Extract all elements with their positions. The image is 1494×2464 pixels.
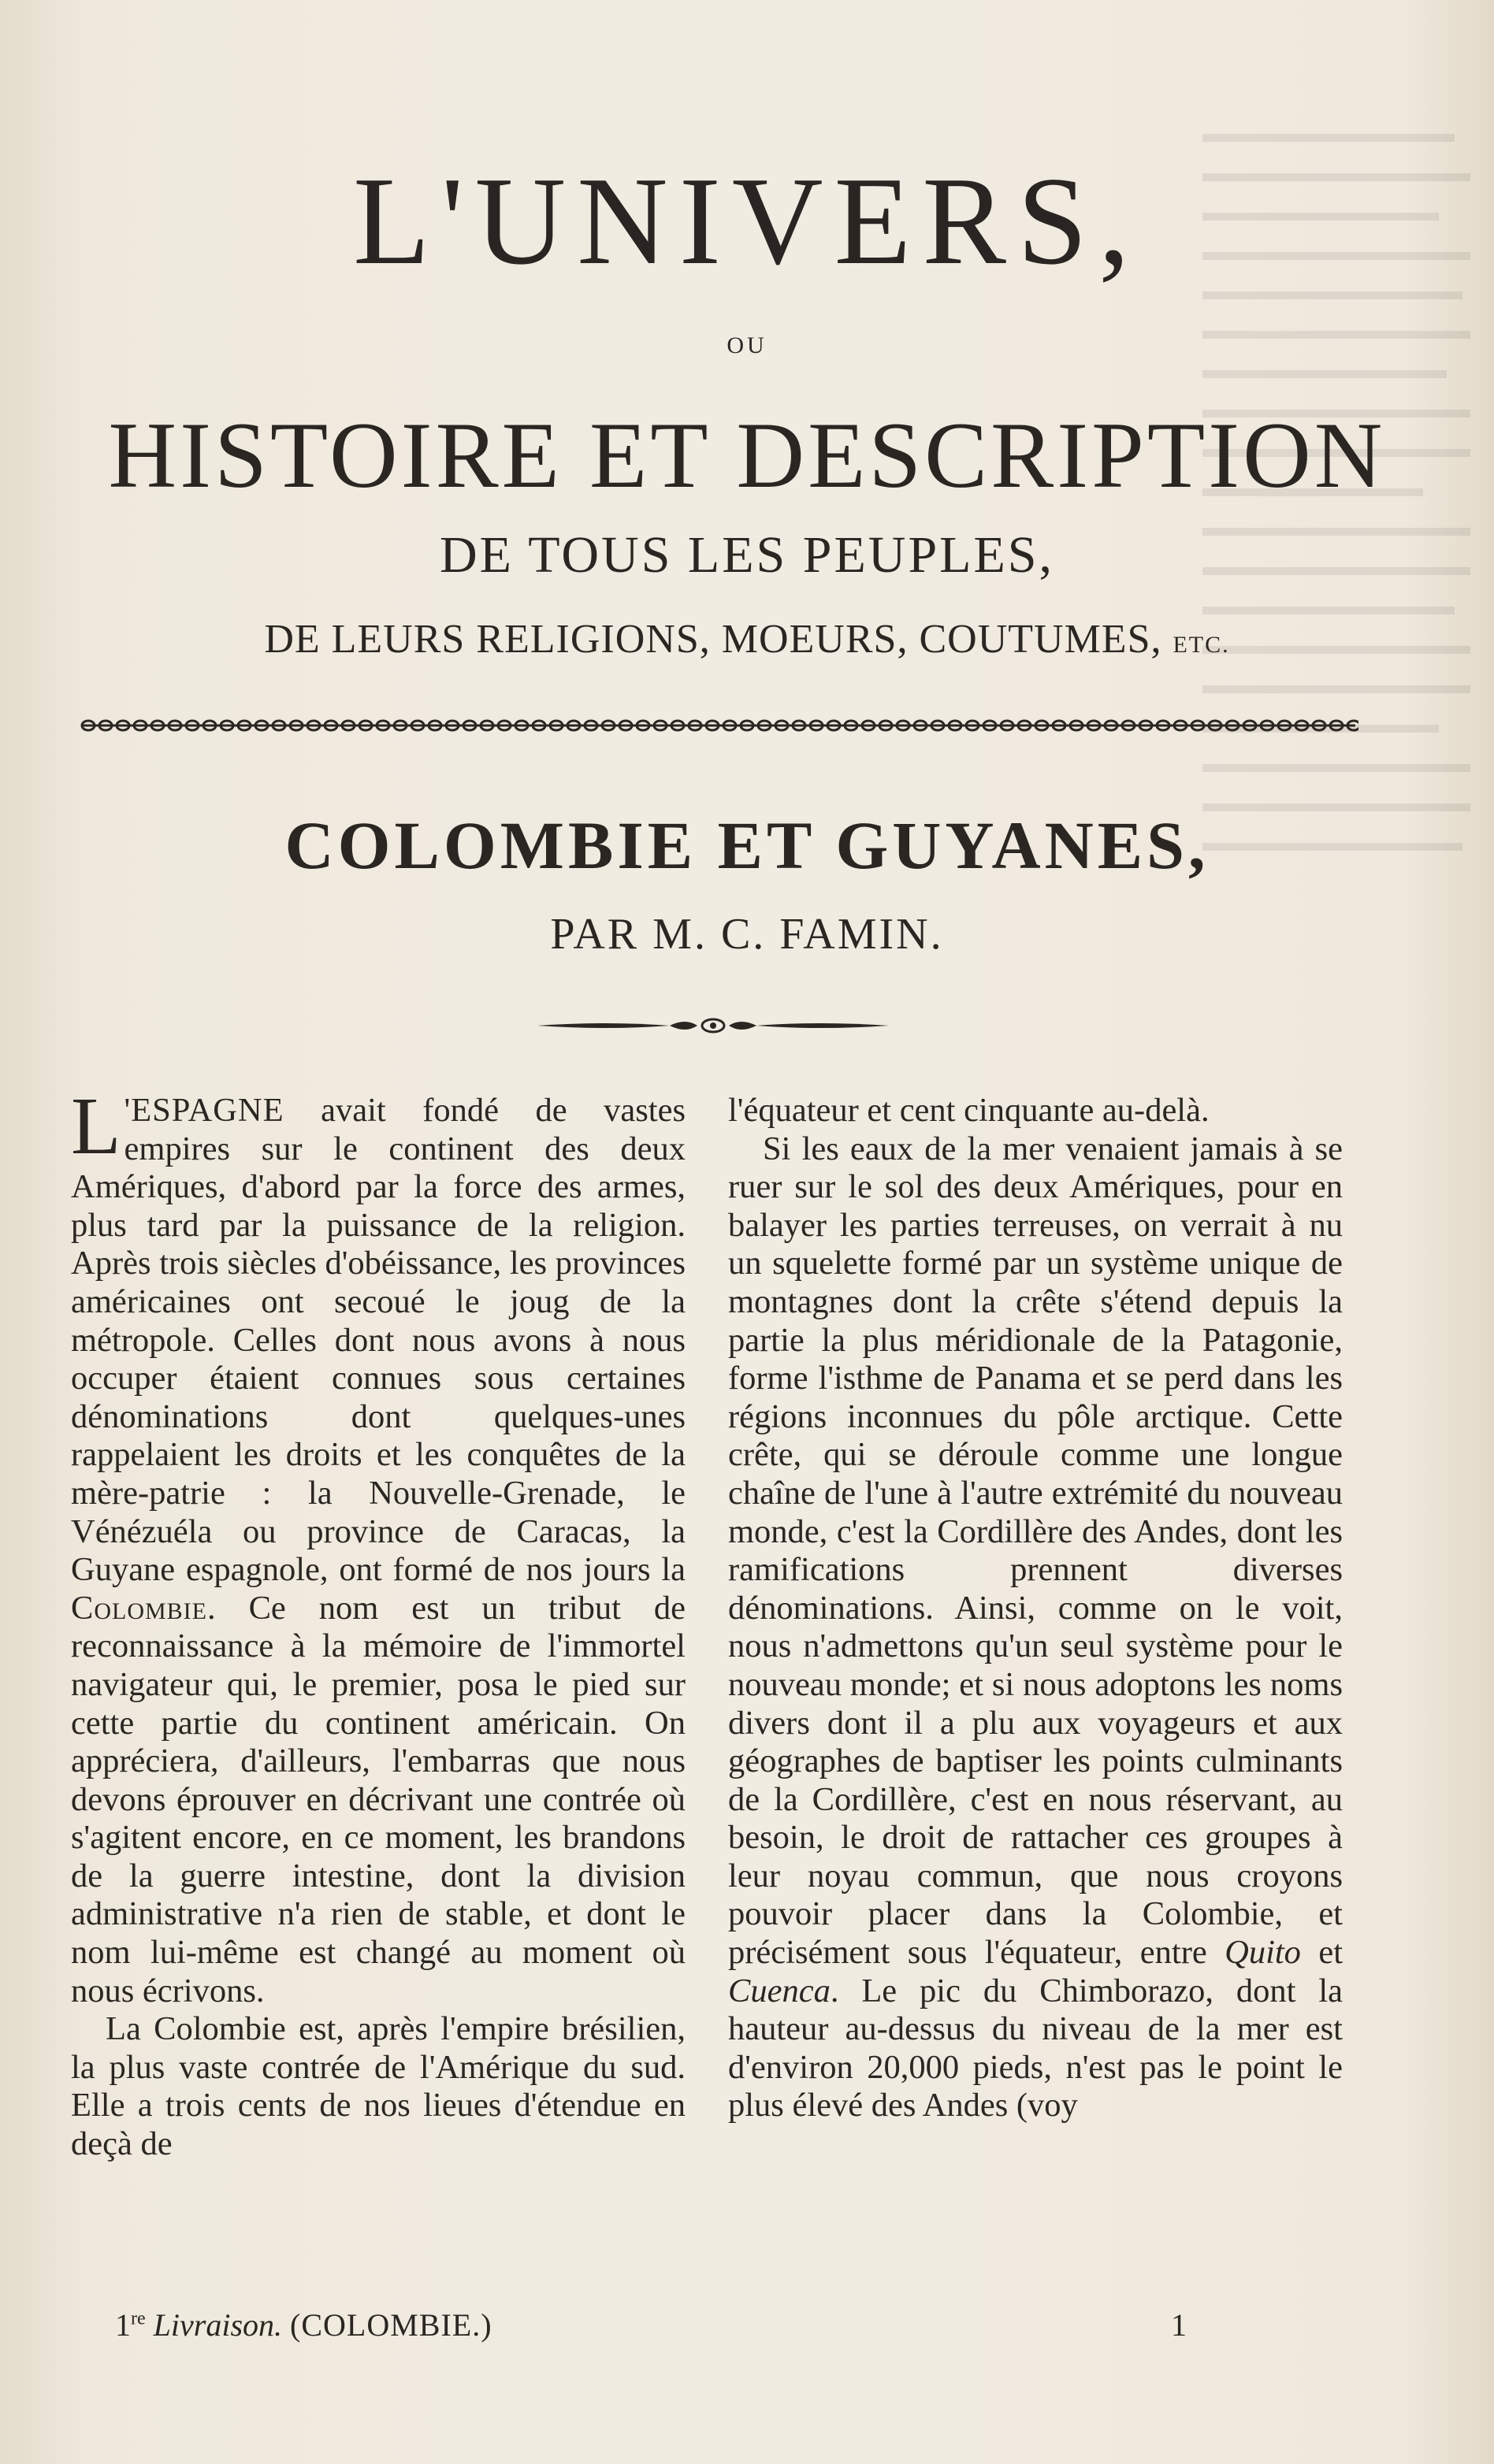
- drop-cap: L: [71, 1081, 121, 1171]
- paragraph: [728, 1130, 1343, 2125]
- author-line: PAR M. C. FAMIN.: [550, 910, 944, 959]
- issue-label: [115, 2306, 492, 2343]
- issue-suffix: re: [131, 2308, 146, 2329]
- paragraph-text: et: [1300, 1934, 1343, 1972]
- subtitle-line-3-text: DE LEURS RELIGIONS, MOEURS, COUTUMES,: [264, 617, 1162, 662]
- text-column-left: [71, 1081, 686, 2164]
- text-column-right: [728, 1092, 1343, 2125]
- section-title: COLOMBIE ET GUYANES,: [284, 807, 1210, 883]
- small-ornament: [536, 1016, 890, 1035]
- paragraph: l'équateur et cent cinquante au-delà.: [728, 1092, 1210, 1129]
- title-conjunction: OU: [727, 332, 767, 358]
- paragraph-text: Si les eaux de la mer venaient jamais à se ruer sur le sol des deux Amériques, pour en balayer les parties terreuses, on verrait à nu un squelette formé par un système unique de montagnes dont la crête s'étend depuis la partie la plus méridionale de la Patagonie, forme l'isthme de Panama et se perd dans les régions inconnues du pôle arctique. Cette crête, qui se déroule comme une longue chaîne de l'une à l'autre extrémité du nouveau monde, c'est la Cordillère des Andes, dont les ramifications prennent diverses dénominations. Ainsi, comme on le voit, nous n'admettons qu'un seul système pour le nouveau monde; et si nous adoptons les noms divers dont il a plu aux voyageurs et aux géographes de baptiser les points culminants de la Cordillère, c'est en nous réservant, au besoin, le droit de rattacher ces groupes à leur noyau commun, que nous croyons pouvoir placer dans la Colombie, et précisément sous l'équateur, entre: [728, 1130, 1343, 1972]
- paragraph: [71, 1081, 686, 2010]
- paragraph-text: avait fondé de vastes empires sur le continent des deux Amériques, d'abord par la force des armes, plus tard par la puissance de la religion. Après trois siècles d'obéissance, les provinces américaines ont secoué le joug de la métropole. Celles dont nous avons à nous occuper étaient connues sous certaines dénominations dont quelques-unes rappelaient les droits et les conquêtes de la mère-patrie : la Nouvelle-Grenade, le Vénézuéla ou province de Caracas, la Guyane espagnole, ont formé de nos jours la: [71, 1092, 686, 1589]
- issue-number: 1: [115, 2307, 131, 2343]
- paragraph-text: . Le pic du Chimborazo, dont la hauteur au-dessus du niveau de la mer est d'environ 20,000 pieds, n'est pas le point le plus élevé des Andes (voy: [728, 1972, 1343, 2124]
- small-caps-term: Colombie: [71, 1589, 208, 1627]
- issue-section: (COLOMBIE.): [290, 2307, 492, 2343]
- ornamental-rule: [79, 714, 1358, 737]
- place-name: Quito: [1225, 1934, 1301, 1972]
- page-number: 1: [1171, 2307, 1187, 2343]
- subtitle: HISTOIRE ET DESCRIPTION: [108, 403, 1386, 507]
- lead-word: 'ESPAGNE: [124, 1092, 284, 1129]
- place-name: Cuenca: [728, 1972, 831, 2009]
- subtitle-etc: ETC.: [1173, 632, 1230, 658]
- main-title: L'UNIVERS,: [353, 150, 1141, 291]
- paragraph: La Colombie est, après l'empire brésilien, la plus vaste contrée de l'Amérique du sud. Elle a trois cents de nos lieues d'étendue en deçà de: [71, 2010, 686, 2163]
- paragraph-text: . Ce nom est un tribut de reconnaissance à la mémoire de l'immortel navigateur qui, le premier, posa le pied sur cette partie du continent américain. On appréciera, d'ailleurs, l'embarras que nous devons éprouver en décrivant une contrée où s'agitent encore, en ce moment, les brandons de la guerre intestine, dont la division administrative n'a rien de stable, et dont le nom lui-même est changé au moment où nous écrivons.: [71, 1589, 686, 2009]
- subtitle-line-3: [0, 619, 1494, 660]
- issue-word: Livraison.: [153, 2307, 283, 2343]
- subtitle-line-2: DE TOUS LES PEUPLES,: [439, 526, 1054, 584]
